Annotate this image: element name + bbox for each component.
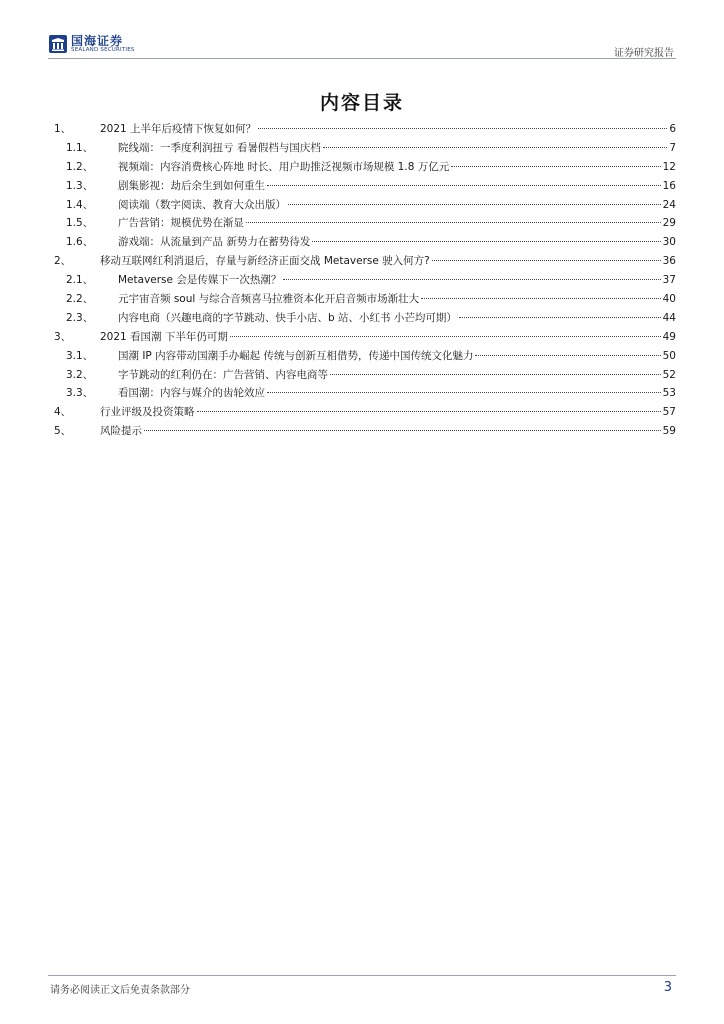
toc-entry-title: 行业评级及投资策略 xyxy=(100,406,195,419)
toc-dot-leader xyxy=(197,411,661,412)
toc-entry-number: 1、 xyxy=(54,123,72,135)
toc-entry-page: 50 xyxy=(662,349,676,362)
toc-entry-number: 2.3、 xyxy=(66,311,94,324)
toc-entry-title: 元宇宙音频 soul 与综合音频喜马拉雅资本化开启音频市场渐壮大 xyxy=(118,293,420,306)
toc-entry-page: 29 xyxy=(662,217,676,230)
toc-entry-title: 阅读端（数字阅读、教育大众出版） xyxy=(118,198,286,211)
toc-entry-page: 16 xyxy=(662,179,676,192)
toc-entry-number: 1.4、 xyxy=(66,198,94,211)
toc-entry-number: 1.3、 xyxy=(66,179,94,192)
toc-entry[interactable] xyxy=(48,214,676,233)
table-of-contents xyxy=(48,120,676,441)
toc-entry-number: 1.6、 xyxy=(66,236,94,249)
toc-entry-title: 院线端：一季度利润扭亏 看暑假档与国庆档 xyxy=(118,141,321,154)
toc-dot-leader xyxy=(246,222,661,223)
toc-entry-number: 3.1、 xyxy=(66,349,94,362)
logo-chinese-name: 国海证券 xyxy=(71,33,124,48)
toc-entry-title: 内容电商（兴趣电商的字节跳动、快手小店、b 站、小红书 小芒均可期） xyxy=(118,311,457,324)
toc-entry-number: 5、 xyxy=(54,425,72,438)
toc-entry-page: 24 xyxy=(662,198,676,211)
toc-entry[interactable] xyxy=(48,384,676,403)
toc-entry-page: 53 xyxy=(662,387,676,400)
toc-entry-page: 7 xyxy=(669,141,676,154)
toc-entry-number: 3、 xyxy=(54,330,72,343)
toc-entry[interactable] xyxy=(48,403,676,422)
toc-dot-leader xyxy=(230,336,661,337)
toc-entry-page: 12 xyxy=(662,160,676,173)
toc-entry-number: 3.3、 xyxy=(66,387,94,400)
toc-entry-page: 37 xyxy=(662,274,676,287)
toc-entry-number: 1.2、 xyxy=(66,160,94,173)
toc-entry[interactable] xyxy=(48,271,676,290)
toc-entry[interactable] xyxy=(48,233,676,252)
toc-dot-leader xyxy=(283,279,660,280)
toc-dot-leader xyxy=(267,185,661,186)
toc-entry-page: 49 xyxy=(662,330,676,343)
toc-entry[interactable] xyxy=(48,158,676,177)
toc-entry[interactable] xyxy=(48,347,676,366)
toc-entry-title: Metaverse 会是传媒下一次热潮？ xyxy=(118,274,282,287)
toc-entry[interactable] xyxy=(48,328,676,347)
toc-entry-page: 40 xyxy=(662,293,676,306)
page-header xyxy=(48,32,676,59)
toc-dot-leader xyxy=(312,241,660,242)
toc-dot-leader xyxy=(432,260,661,261)
toc-entry-title: 2021 看国潮 下半年仍可期 xyxy=(100,330,228,343)
toc-entry-number: 1.1、 xyxy=(66,141,94,154)
toc-dot-leader xyxy=(258,128,667,129)
disclaimer-text: 请务必阅读正文后免责条款部分 xyxy=(50,985,190,996)
toc-entry-title: 移动互联网红利消退后，存量与新经济正面交战 Metaverse 驶入何方? xyxy=(100,255,430,268)
toc-dot-leader xyxy=(421,298,660,299)
toc-entry[interactable] xyxy=(48,252,676,271)
toc-entry-title: 视频端：内容消费核心阵地 时长、用户助推泛视频市场规模 1.8 万亿元 xyxy=(118,160,450,173)
footer-rule xyxy=(48,975,676,976)
toc-entry-number: 2、 xyxy=(54,255,72,268)
toc-entry[interactable] xyxy=(48,422,676,441)
toc-entry[interactable] xyxy=(48,309,676,328)
toc-dot-leader xyxy=(451,166,660,167)
toc-entry[interactable] xyxy=(48,366,676,385)
page-number: 3 xyxy=(663,980,672,995)
toc-dot-leader xyxy=(330,374,661,375)
report-type-label: 证券研究报告 xyxy=(614,48,674,59)
toc-entry[interactable] xyxy=(48,177,676,196)
toc-entry-page: 44 xyxy=(662,311,676,324)
sealand-logo-icon xyxy=(48,34,68,54)
toc-entry-number: 4、 xyxy=(54,406,72,419)
toc-entry-page: 57 xyxy=(662,406,676,419)
toc-entry-number: 3.2、 xyxy=(66,368,94,381)
toc-entry-page: 6 xyxy=(669,123,676,135)
toc-entry-page: 30 xyxy=(662,236,676,249)
toc-entry-number: 1.5、 xyxy=(66,217,94,230)
toc-dot-leader xyxy=(267,392,661,393)
toc-entry-title: 剧集影视：劫后余生到如何重生 xyxy=(118,179,265,192)
toc-dot-leader xyxy=(144,430,661,431)
toc-dot-leader xyxy=(459,317,661,318)
toc-entry-title: 风险提示 xyxy=(100,425,142,438)
toc-entry-title: 2021 上半年后疫情下恢复如何？ xyxy=(100,123,257,135)
toc-entry[interactable] xyxy=(48,120,676,139)
toc-entry-title: 国潮 IP 内容带动国潮手办崛起 传统与创新互相借势，传递中国传统文化魅力 xyxy=(118,349,474,362)
toc-entry[interactable] xyxy=(48,196,676,215)
toc-entry-page: 52 xyxy=(662,368,676,381)
toc-dot-leader xyxy=(288,204,661,205)
toc-entry[interactable] xyxy=(48,290,676,309)
toc-entry-page: 59 xyxy=(662,425,676,438)
toc-entry[interactable] xyxy=(48,139,676,158)
toc-title: 内容目录 xyxy=(319,92,404,114)
sealand-logo xyxy=(48,32,135,56)
toc-entry-title: 字节跳动的红利仍在：广告营销、内容电商等 xyxy=(118,368,328,381)
toc-entry-title: 看国潮：内容与媒介的齿轮效应 xyxy=(118,387,265,400)
toc-dot-leader xyxy=(475,355,660,356)
toc-entry-page: 36 xyxy=(662,255,676,268)
toc-entry-number: 2.2、 xyxy=(66,293,94,306)
toc-dot-leader xyxy=(323,147,667,148)
toc-entry-number: 2.1、 xyxy=(66,274,94,287)
toc-entry-title: 广告营销：规模优势在渐显 xyxy=(118,217,244,230)
toc-entry-title: 游戏端：从流量到产品 新势力在蓄势待发 xyxy=(118,236,311,249)
logo-english-name: SEALAND SECURITIES xyxy=(71,46,135,53)
